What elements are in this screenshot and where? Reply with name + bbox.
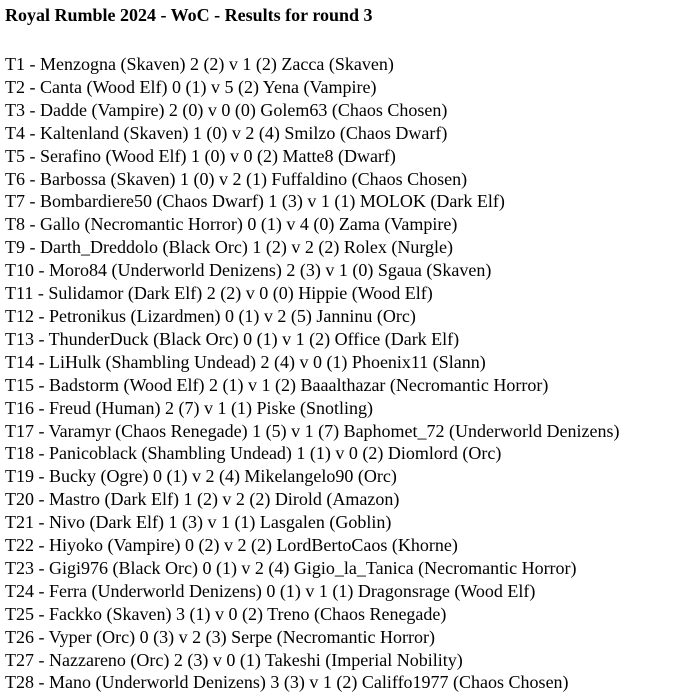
result-line: T14 - LiHulk (Shambling Undead) 2 (4) v 0 (1) Phoenix11 (Slann): [5, 351, 486, 372]
result-line: T17 - Varamyr (Chaos Renegade) 1 (5) v 1 (7) Baphomet_72 (Underworld Denizens): [5, 420, 620, 441]
result-line: T28 - Mano (Underworld Denizens) 3 (3) v 1 (2) Califfo1977 (Chaos Chosen): [5, 672, 569, 693]
result-line: T22 - Hiyoko (Vampire) 0 (2) v 2 (2) LordBertoCaos (Khorne): [5, 535, 458, 556]
result-line: T8 - Gallo (Necromantic Horror) 0 (1) v 4 (0) Zama (Vampire): [5, 214, 458, 235]
result-line: T18 - Panicoblack (Shambling Undead) 1 (1) v 0 (2) Diomlord (Orc): [5, 443, 502, 464]
result-line: T25 - Fackko (Skaven) 3 (1) v 0 (2) Treno (Chaos Renegade): [5, 603, 447, 624]
result-line: T13 - ThunderDuck (Black Orc) 0 (1) v 1 (2) Office (Dark Elf): [5, 328, 460, 349]
result-line: T15 - Badstorm (Wood Elf) 2 (1) v 1 (2) Baaalthazar (Necromantic Horror): [5, 374, 549, 395]
result-line: T16 - Freud (Human) 2 (7) v 1 (1) Piske (Snotling): [5, 397, 373, 418]
result-line: T9 - Darth_Dreddolo (Black Orc) 1 (2) v 2 (2) Rolex (Nurgle): [5, 237, 454, 258]
result-line: T11 - Sulidamor (Dark Elf) 2 (2) v 0 (0) Hippie (Wood Elf): [5, 283, 433, 304]
result-line: T20 - Mastro (Dark Elf) 1 (2) v 2 (2) Dirold (Amazon): [5, 489, 400, 510]
result-line: T1 - Menzogna (Skaven) 2 (2) v 1 (2) Zacca (Skaven): [5, 54, 394, 74]
page-title: Royal Rumble 2024 - WoC - Results for round 3: [5, 5, 373, 25]
result-line: T7 - Bombardiere50 (Chaos Dwarf) 1 (3) v 1 (1) MOLOK (Dark Elf): [5, 191, 505, 212]
result-line: T12 - Petronikus (Lizardmen) 0 (1) v 2 (5) Janninu (Orc): [5, 305, 416, 326]
result-line: T23 - Gigi976 (Black Orc) 0 (1) v 2 (4) Gigio_la_Tanica (Necromantic Horror): [5, 557, 577, 578]
result-line: T24 - Ferra (Underworld Denizens) 0 (1) v 1 (1) Dragonsrage (Wood Elf): [5, 580, 536, 601]
results-list: [5, 53, 692, 694]
result-line: T21 - Nivo (Dark Elf) 1 (3) v 1 (1) Lasgalen (Goblin): [5, 512, 392, 533]
result-line: T27 - Nazzareno (Orc) 2 (3) v 0 (1) Takeshi (Imperial Nobility): [5, 649, 463, 670]
result-line: T4 - Kaltenland (Skaven) 1 (0) v 2 (4) Smilzo (Chaos Dwarf): [5, 122, 448, 143]
result-line: T2 - Canta (Wood Elf) 0 (1) v 5 (2) Yena (Vampire): [5, 76, 377, 97]
result-line: T6 - Barbossa (Skaven) 1 (0) v 2 (1) Fuffaldino (Chaos Chosen): [5, 168, 468, 189]
result-line: T26 - Vyper (Orc) 0 (3) v 2 (3) Serpe (Necromantic Horror): [5, 626, 436, 647]
result-line: T10 - Moro84 (Underworld Denizens) 2 (3) v 1 (0) Sgaua (Skaven): [5, 260, 492, 281]
result-line: T5 - Serafino (Wood Elf) 1 (0) v 0 (2) Matte8 (Dwarf): [5, 145, 396, 166]
result-line: T3 - Dadde (Vampire) 2 (0) v 0 (0) Golem63 (Chaos Chosen): [5, 99, 448, 120]
result-line: T19 - Bucky (Ogre) 0 (1) v 2 (4) Mikelangelo90 (Orc): [5, 466, 397, 487]
